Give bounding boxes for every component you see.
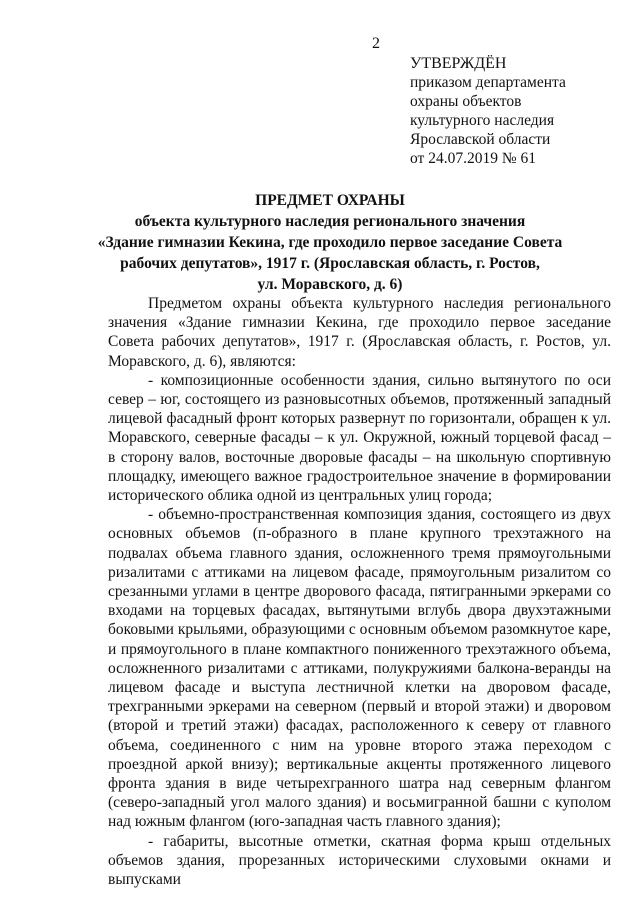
- body-paragraph: Предметом охраны объекта культурного наследия регионального значения «Здание гимназии Кекина, где проходило первое заседание Совета рабочих депутатов», 1917 г. (Ярославская область, г. Ростов, ул. Моравского, д. 6), являются:: [108, 295, 611, 370]
- body-paragraph: - композиционные особенности здания, сильно вытянутого по оси север – юг, состоящего из разновысотных объемов, протяженный западный лицевой фасадный фронт которых развернут по горизонтали, обращен к ул. Моравского, северные фасады – к ул. Окружной, южный торцевой фасад – в сторону валов, восточные дворовые фасады – на школьную спортивную площадку, имеющего важное градостроительное значение в формировании исторического облика одной из центральных улиц города;: [108, 371, 611, 505]
- heading-line: ул. Моравского, д. 6): [257, 276, 403, 293]
- approval-stamp-block: [410, 54, 630, 168]
- approval-title: УТВЕРЖДЁН: [410, 55, 507, 72]
- heading-line: объекта культурного наследия регионального значения: [134, 213, 526, 230]
- heading-title: ПРЕДМЕТ ОХРАНЫ: [255, 192, 405, 209]
- heading-line: рабочих депутатов», 1917 г. (Ярославская область, г. Ростов,: [120, 255, 540, 272]
- body-paragraph: - габариты, высотные отметки, скатная форма крыш отдельных объемов здания, прорезанных историческими слуховыми окнами и выпусками: [108, 832, 611, 889]
- approval-line: охраны объектов: [410, 93, 522, 110]
- body-paragraph: - объемно-пространственная композиция здания, состоящего из двух основных объемов (п-образного в плане крупного трехэтажного на подвалах объема главного здания, осложненного тремя прямоугольными ризалитами с аттиками на лицевом фасаде, прямоугольным ризалитом со срезанными углами в центре дворового фасада, пятигранными эркерами со входами на торцевых фасадах, вытянутыми вглубь двора двухэтажными боковыми крыльями, образующими с основным объемом разомкнутое каре, и прямоугольного в плане компактного пониженного трехэтажного объема, осложненного ризалитами с аттиками, полукружиями балкона-веранды на лицевом фасаде и выступа лестничной клетки на дворовом фасаде, трехгранными эркерами на северном (первый и второй этажи) и дворовом (второй и третий этажи) фасадах, расположенного к северу от главного объема, соединенного с ним на уровне второго этажа переходом с проездной аркой внизу); вертикальные акценты протяженного лицевого фронта здания в виде четырехгранного шатра над северным флангом (северо-западный угол малого здания) и восьмигранной башни с куполом над южным флангом (юго-западная часть главного здания);: [108, 506, 611, 831]
- page-number: 2: [372, 35, 380, 52]
- approval-line: от 24.07.2019 № 61: [410, 150, 536, 167]
- approval-line: Ярославской области: [410, 131, 551, 148]
- heading-line: «Здание гимназии Кекина, где проходило первое заседание Совета: [97, 234, 563, 251]
- document-heading: [80, 190, 580, 295]
- document-body: [108, 294, 611, 889]
- approval-line: культурного наследия: [410, 112, 555, 129]
- approval-line: приказом департамента: [410, 74, 566, 91]
